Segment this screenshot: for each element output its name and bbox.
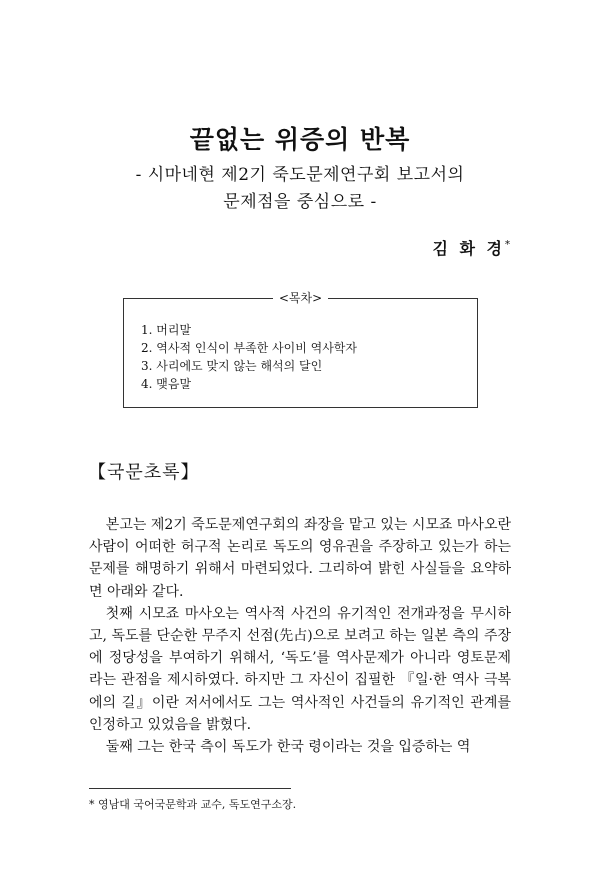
toc-title-text: <목차> [273, 291, 328, 305]
table-of-contents [123, 291, 478, 408]
paper-title: 끝없는 위증의 반복 [189, 125, 411, 154]
toc-list [141, 321, 357, 393]
toc-item: 1. 머리말 [141, 323, 192, 337]
abstract-paragraph: 첫째 시모죠 마사오는 역사적 사건의 유기적인 전개과정을 무시하고, 독도를 단순한 무주지 선점(先占)으로 보려고 하는 일본 측의 주장에 정당성을 부여하기 위해서, ‘독도’를 역사문제가 아니라 영토문제라는 관점을 제시하였다. 하지만 그 자신이 집필한 『일·한 역사 극복에의 길』이란 저서에서도 그는 역사적인 사건들의 유기적인 관계를 인정하고 있었음을 밝혔다. [89, 605, 511, 733]
paper-subtitle-line-1: - 시마네현 제2기 죽도문제연구회 보고서의 [135, 165, 465, 185]
abstract-body [89, 514, 511, 758]
paper-subtitle-line-2: 문제점을 중심으로 - [223, 192, 377, 212]
toc-item: 3. 사리에도 맞지 않는 해석의 달인 [141, 359, 323, 373]
toc-item: 4. 맺음말 [141, 377, 192, 391]
abstract-paragraph: 둘째 그는 한국 측이 독도가 한국 령이라는 것을 입증하는 역 [105, 739, 471, 756]
abstract-heading: 【국문초록】 [88, 462, 200, 483]
toc-title [124, 289, 477, 306]
footnote: * 영남대 국어국문학과 교수, 독도연구소장. [89, 798, 297, 811]
toc-item: 2. 역사적 인식이 부족한 사이비 역사학자 [141, 341, 357, 355]
author-name [432, 236, 510, 259]
author-name-text: 김 화 경 [432, 239, 505, 258]
abstract-paragraph: 본고는 제2기 죽도문제연구회의 좌장을 맡고 있는 시모죠 마사오란 사람이 어떠한 허구적 논리로 독도의 영유권을 주장하고 있는가 하는 문제를 해명하기 위해서 마련되었다. 그리하여 밝힌 사실들을 요약하면 아래와 같다. [89, 517, 512, 600]
footnote-divider [89, 788, 291, 789]
author-footnote-mark[interactable]: * [505, 239, 510, 251]
